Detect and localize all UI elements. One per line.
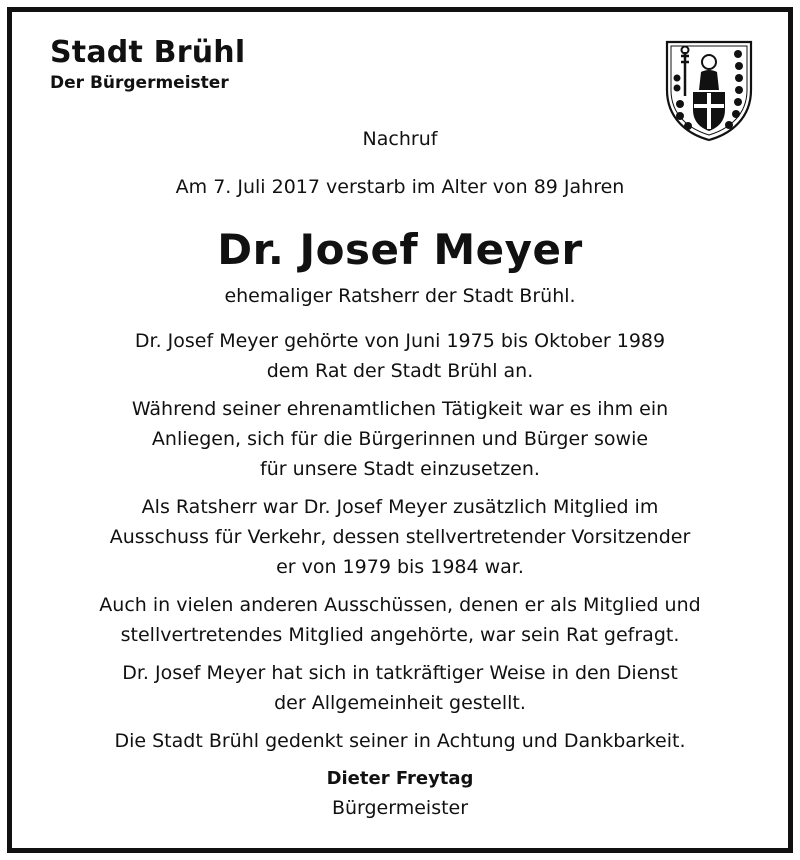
body-paragraph [12, 590, 788, 650]
organization-subtitle: Der Bürgermeister [50, 73, 229, 93]
paragraph-line: Während seiner ehrenamtlichen Tätigkeit war es ihm ein [131, 398, 669, 420]
deceased-name: Dr. Josef Meyer [217, 225, 583, 274]
paragraph-line: stellvertretendes Mitglied angehörte, war sein Rat gefragt. [120, 624, 680, 646]
organization-title: Stadt Brühl [50, 35, 246, 70]
organization-header [50, 36, 245, 94]
paragraph-line: für unsere Stadt einzusetzen. [260, 458, 540, 480]
paragraph-line: Auch in vielen anderen Ausschüssen, denen er als Mitglied und [99, 594, 701, 616]
death-announcement: Am 7. Juli 2017 verstarb im Alter von 89 Jahren [175, 176, 625, 198]
signatory-name: Dieter Freytag [326, 768, 474, 789]
paragraph-line: Anliegen, sich für die Bürgerinnen und Bürger sowie [151, 428, 649, 450]
obituary-heading: Nachruf [362, 128, 438, 150]
body-paragraph [12, 394, 788, 484]
body-paragraph [12, 658, 788, 718]
paragraph-line: er von 1979 bis 1984 war. [276, 556, 524, 578]
paragraph-line: Die Stadt Brühl gedenkt seiner in Achtung und Dankbarkeit. [114, 730, 686, 752]
paragraph-line: Ausschuss für Verkehr, dessen stellvertretender Vorsitzender [109, 526, 691, 548]
body-paragraph [12, 726, 788, 756]
deceased-role: ehemaliger Ratsherr der Stadt Brühl. [224, 285, 576, 307]
body-paragraph [12, 326, 788, 386]
obituary-body [12, 326, 788, 764]
paragraph-line: Als Ratsherr war Dr. Josef Meyer zusätzlich Mitglied im [141, 496, 659, 518]
paragraph-line: der Allgemeinheit gestellt. [274, 692, 526, 714]
signatory-title: Bürgermeister [331, 797, 469, 819]
paragraph-line: Dr. Josef Meyer gehörte von Juni 1975 bis Oktober 1989 [134, 330, 666, 352]
paragraph-line: Dr. Josef Meyer hat sich in tatkräftiger Weise in den Dienst [122, 662, 678, 684]
body-paragraph [12, 492, 788, 582]
paragraph-line: dem Rat der Stadt Brühl an. [266, 360, 534, 382]
